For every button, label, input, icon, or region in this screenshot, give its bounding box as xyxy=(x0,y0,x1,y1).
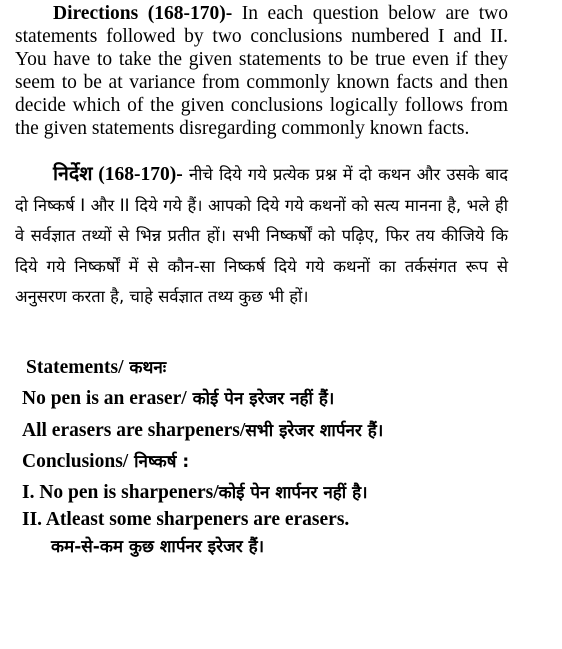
conclusion-2-hindi: कम-से-कम कुछ शार्पनर इरेजर हैं। xyxy=(51,537,265,557)
directions-english xyxy=(15,2,508,140)
conclusion-2-english: II. Atleast some sharpeners are erasers. xyxy=(22,509,350,530)
directions-text-hindi: नीचे दिये गये प्रत्येक प्रश्न में दो कथन और उसके बाद दो निष्कर्ष I और II दिये गये हैं। आपको दिये गये कथनों को सत्य मानना है, भले ही वे सर्वज्ञात तथ्यों से भिन्न प्रतीत हों। सभी निष्कर्षों को पढ़िए, फिर तय कीजिये कि दिये गये निष्कर्षों में से कौन-सा निष्कर्ष दिये गये कथनों का तर्कसंगत रूप से अनुसरण करता है, चाहे सर्वज्ञात तथ्य कुछ भी हों। xyxy=(15,165,509,307)
directions-text-english: In each question below are two statements followed by two conclusions numbered I and II. You have to take the given statements to be true even if they seem to be at variance from commonly known facts and then decide which of the given conclusions logically follows from the given statements disregarding commonly known facts. xyxy=(15,3,509,139)
statements-heading-hindi: कथनः xyxy=(123,358,167,378)
statement-1 xyxy=(22,387,334,411)
conclusion-1-hindi: कोई पेन शार्पनर नहीं है। xyxy=(218,483,368,503)
statement-2 xyxy=(22,419,383,443)
statements-heading xyxy=(26,356,166,380)
directions-hindi xyxy=(15,160,508,313)
statement-1-english: No pen is an eraser/ xyxy=(22,388,187,409)
conclusions-heading xyxy=(22,450,189,474)
conclusion-1-english: I. No pen is sharpeners/ xyxy=(22,482,219,503)
conclusions-heading-english: Conclusions/ xyxy=(22,451,129,472)
conclusion-1 xyxy=(22,481,368,505)
statement-2-hindi: सभी इरेजर शार्पनर हैं। xyxy=(245,421,384,441)
statement-2-english: All erasers are sharpeners/ xyxy=(22,420,246,441)
directions-label-english: Directions (168-170)- xyxy=(53,3,233,24)
directions-label-hindi: निर्देश (168-170)- xyxy=(53,164,183,185)
statements-heading-english: Statements/ xyxy=(26,357,124,378)
conclusions-heading-hindi: निष्कर्ष : xyxy=(128,452,190,472)
statement-1-hindi: कोई पेन इरेजर नहीं हैं। xyxy=(186,389,335,409)
